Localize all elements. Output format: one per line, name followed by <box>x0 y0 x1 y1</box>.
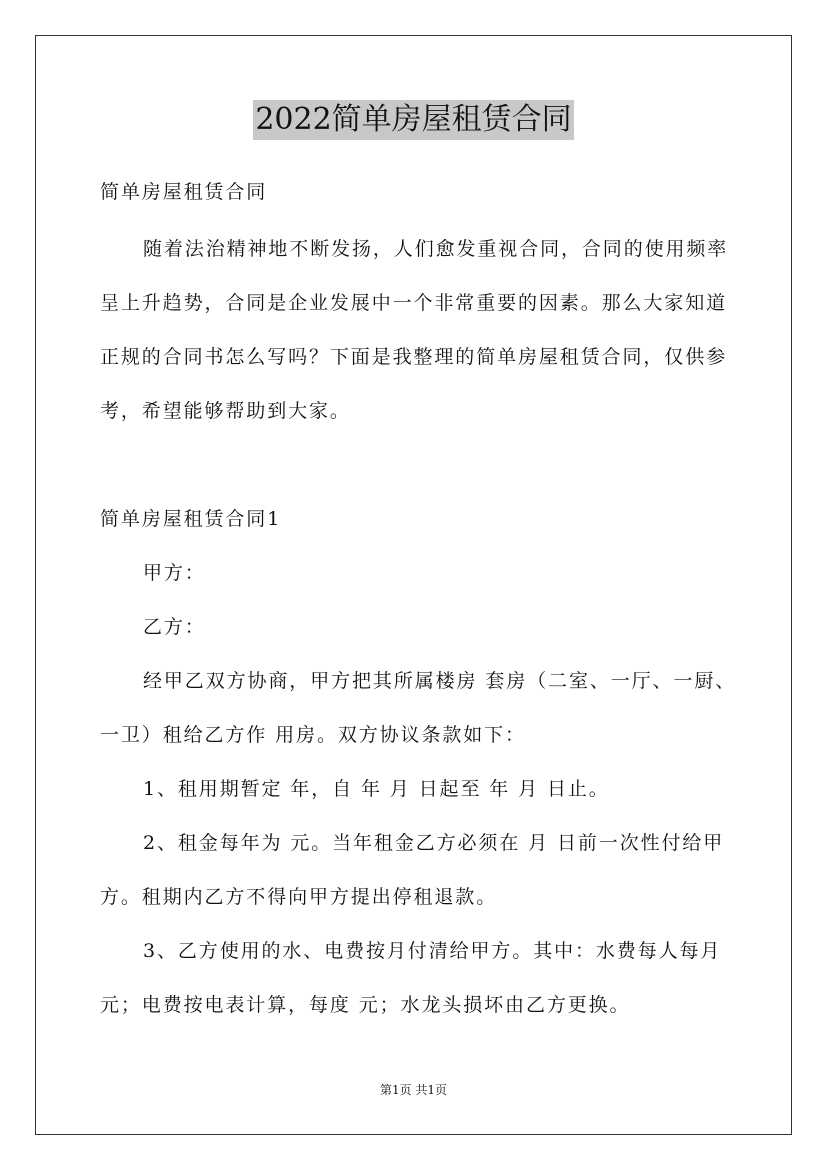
clause-3-line-1: 3、乙方使用的水、电费按月付清给甲方。其中：水费每人每月 <box>143 940 722 962</box>
party-b-label: 乙方： <box>143 616 206 638</box>
clause-2-line-2: 方。租期内乙方不得向甲方提出停租退款。 <box>100 886 498 908</box>
intro-line-4: 考，希望能够帮助到大家。 <box>100 400 351 422</box>
party-a-label: 甲方： <box>143 562 206 584</box>
intro-line-1: 随着法治精神地不断发扬，人们愈发重视合同，合同的使用频率 <box>143 238 729 260</box>
clause-1: 1、租用期暂定 年，自 年 月 日起至 年 月 日止。 <box>143 778 610 800</box>
body-line-1: 经甲乙双方协商，甲方把其所属楼房 套房（二室、一厅、一厨、 <box>143 670 737 692</box>
title-container <box>0 100 827 140</box>
intro-line-3: 正规的合同书怎么写吗？下面是我整理的简单房屋租赁合同，仅供参 <box>100 346 728 368</box>
document-title: 2022简单房屋租赁合同 <box>253 100 573 140</box>
page-number-footer: 第1页 共1页 <box>379 1083 448 1097</box>
clause-2-line-1: 2、租金每年为 元。当年租金乙方必须在 月 日前一次性付给甲 <box>143 832 725 854</box>
intro-line-2: 呈上升趋势，合同是企业发展中一个非常重要的因素。那么大家知道 <box>100 292 728 314</box>
intro-heading: 简单房屋租赁合同 <box>100 181 268 203</box>
body-line-2: 一卫）租给乙方作 用房。双方协议条款如下： <box>100 724 526 746</box>
contract1-heading: 简单房屋租赁合同1 <box>100 508 282 530</box>
clause-3-line-2: 元；电费按电表计算，每度 元；水龙头损坏由乙方更换。 <box>100 994 631 1016</box>
